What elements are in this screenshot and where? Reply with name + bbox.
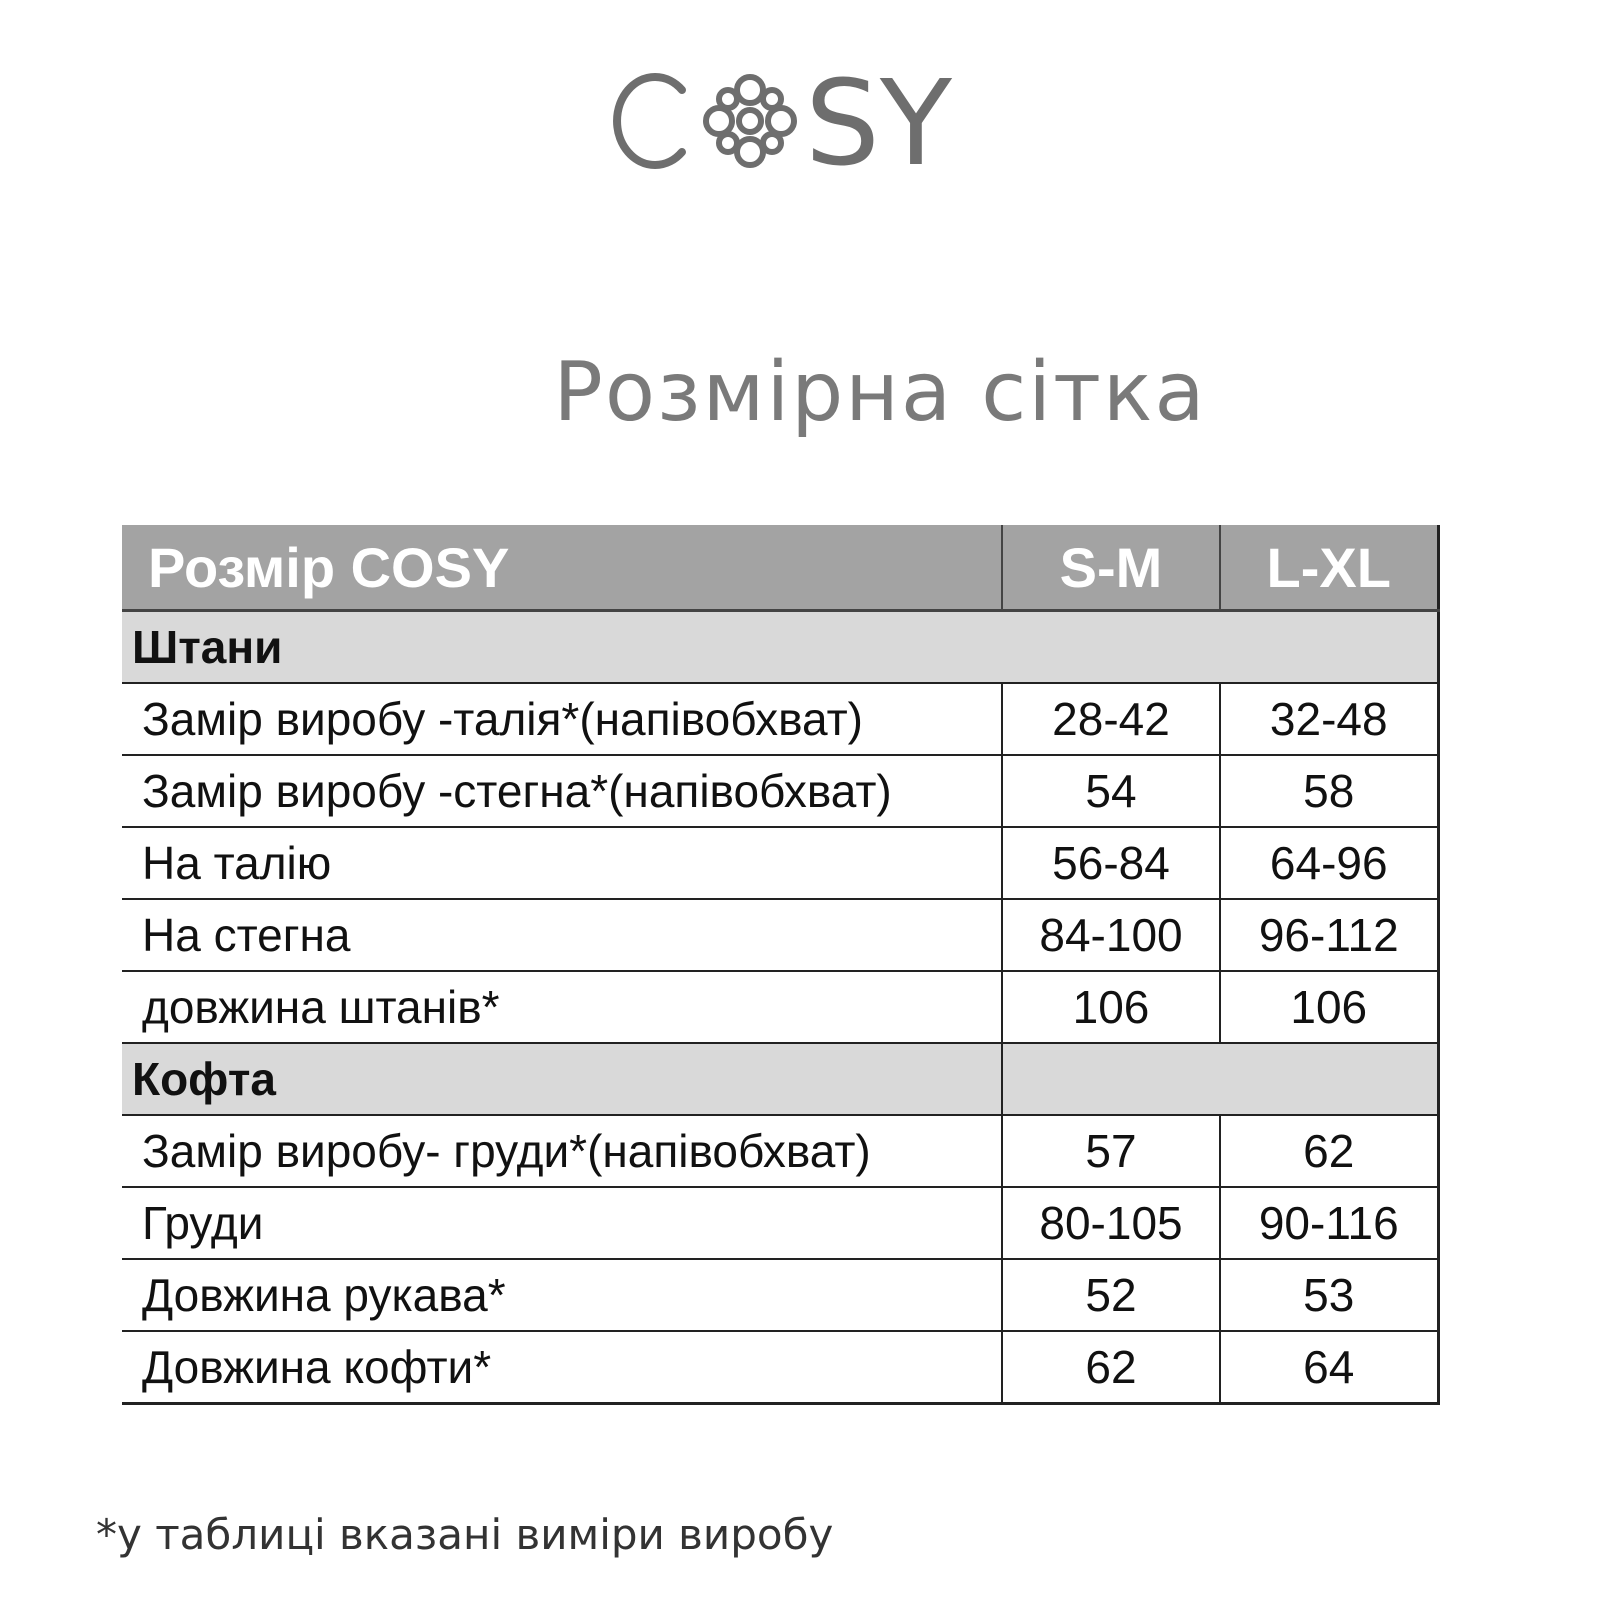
footnote: *у таблиці вказані виміри виробу [96, 1510, 834, 1559]
value-s-m: 56-84 [1002, 827, 1220, 899]
value-s-m: 106 [1002, 971, 1220, 1043]
row-label: Довжина кофти* [122, 1331, 1002, 1404]
value-l-xl: 96-112 [1220, 899, 1438, 971]
value-l-xl: 53 [1220, 1259, 1438, 1331]
value-s-m: 57 [1002, 1115, 1220, 1187]
value-l-xl: 58 [1220, 755, 1438, 827]
value-l-xl: 90-116 [1220, 1187, 1438, 1259]
value-s-m: 28-42 [1002, 683, 1220, 755]
section-title: Кофта [122, 1043, 1002, 1115]
value-s-m: 84-100 [1002, 899, 1220, 971]
cosy-logo-icon [600, 60, 1000, 180]
table-row [122, 755, 1438, 827]
table-row [122, 827, 1438, 899]
table-row [122, 683, 1438, 755]
row-label: довжина штанів* [122, 971, 1002, 1043]
table-row [122, 1331, 1438, 1404]
table-row [122, 1259, 1438, 1331]
section-empty-cell [1002, 1043, 1438, 1115]
value-l-xl: 64 [1220, 1331, 1438, 1404]
page-title: Розмірна сітка [553, 345, 1207, 440]
row-label: Замір виробу -стегна*(напівобхват) [122, 755, 1002, 827]
value-s-m: 52 [1002, 1259, 1220, 1331]
svg-text:SY: SY [805, 60, 952, 180]
header-size-s-m: S-M [1002, 525, 1220, 611]
row-label: На стегна [122, 899, 1002, 971]
table-row [122, 899, 1438, 971]
row-label: На талію [122, 827, 1002, 899]
row-label: Груди [122, 1187, 1002, 1259]
value-l-xl: 106 [1220, 971, 1438, 1043]
row-label: Довжина рукава* [122, 1259, 1002, 1331]
value-l-xl: 64-96 [1220, 827, 1438, 899]
row-label: Замір виробу -талія*(напівобхват) [122, 683, 1002, 755]
size-chart-table [122, 525, 1440, 1405]
value-s-m: 54 [1002, 755, 1220, 827]
section-row [122, 611, 1438, 684]
table-header-row [122, 525, 1438, 611]
header-size-l-xl: L-XL [1220, 525, 1438, 611]
table-row [122, 1115, 1438, 1187]
section-row [122, 1043, 1438, 1115]
row-label: Замір виробу- груди*(напівобхват) [122, 1115, 1002, 1187]
brand-logo [0, 60, 1600, 180]
table-row [122, 1187, 1438, 1259]
table-row [122, 971, 1438, 1043]
value-s-m: 62 [1002, 1331, 1220, 1404]
header-size-label: Розмір COSY [122, 525, 1002, 611]
value-s-m: 80-105 [1002, 1187, 1220, 1259]
value-l-xl: 32-48 [1220, 683, 1438, 755]
section-title: Штани [122, 611, 1438, 684]
value-l-xl: 62 [1220, 1115, 1438, 1187]
